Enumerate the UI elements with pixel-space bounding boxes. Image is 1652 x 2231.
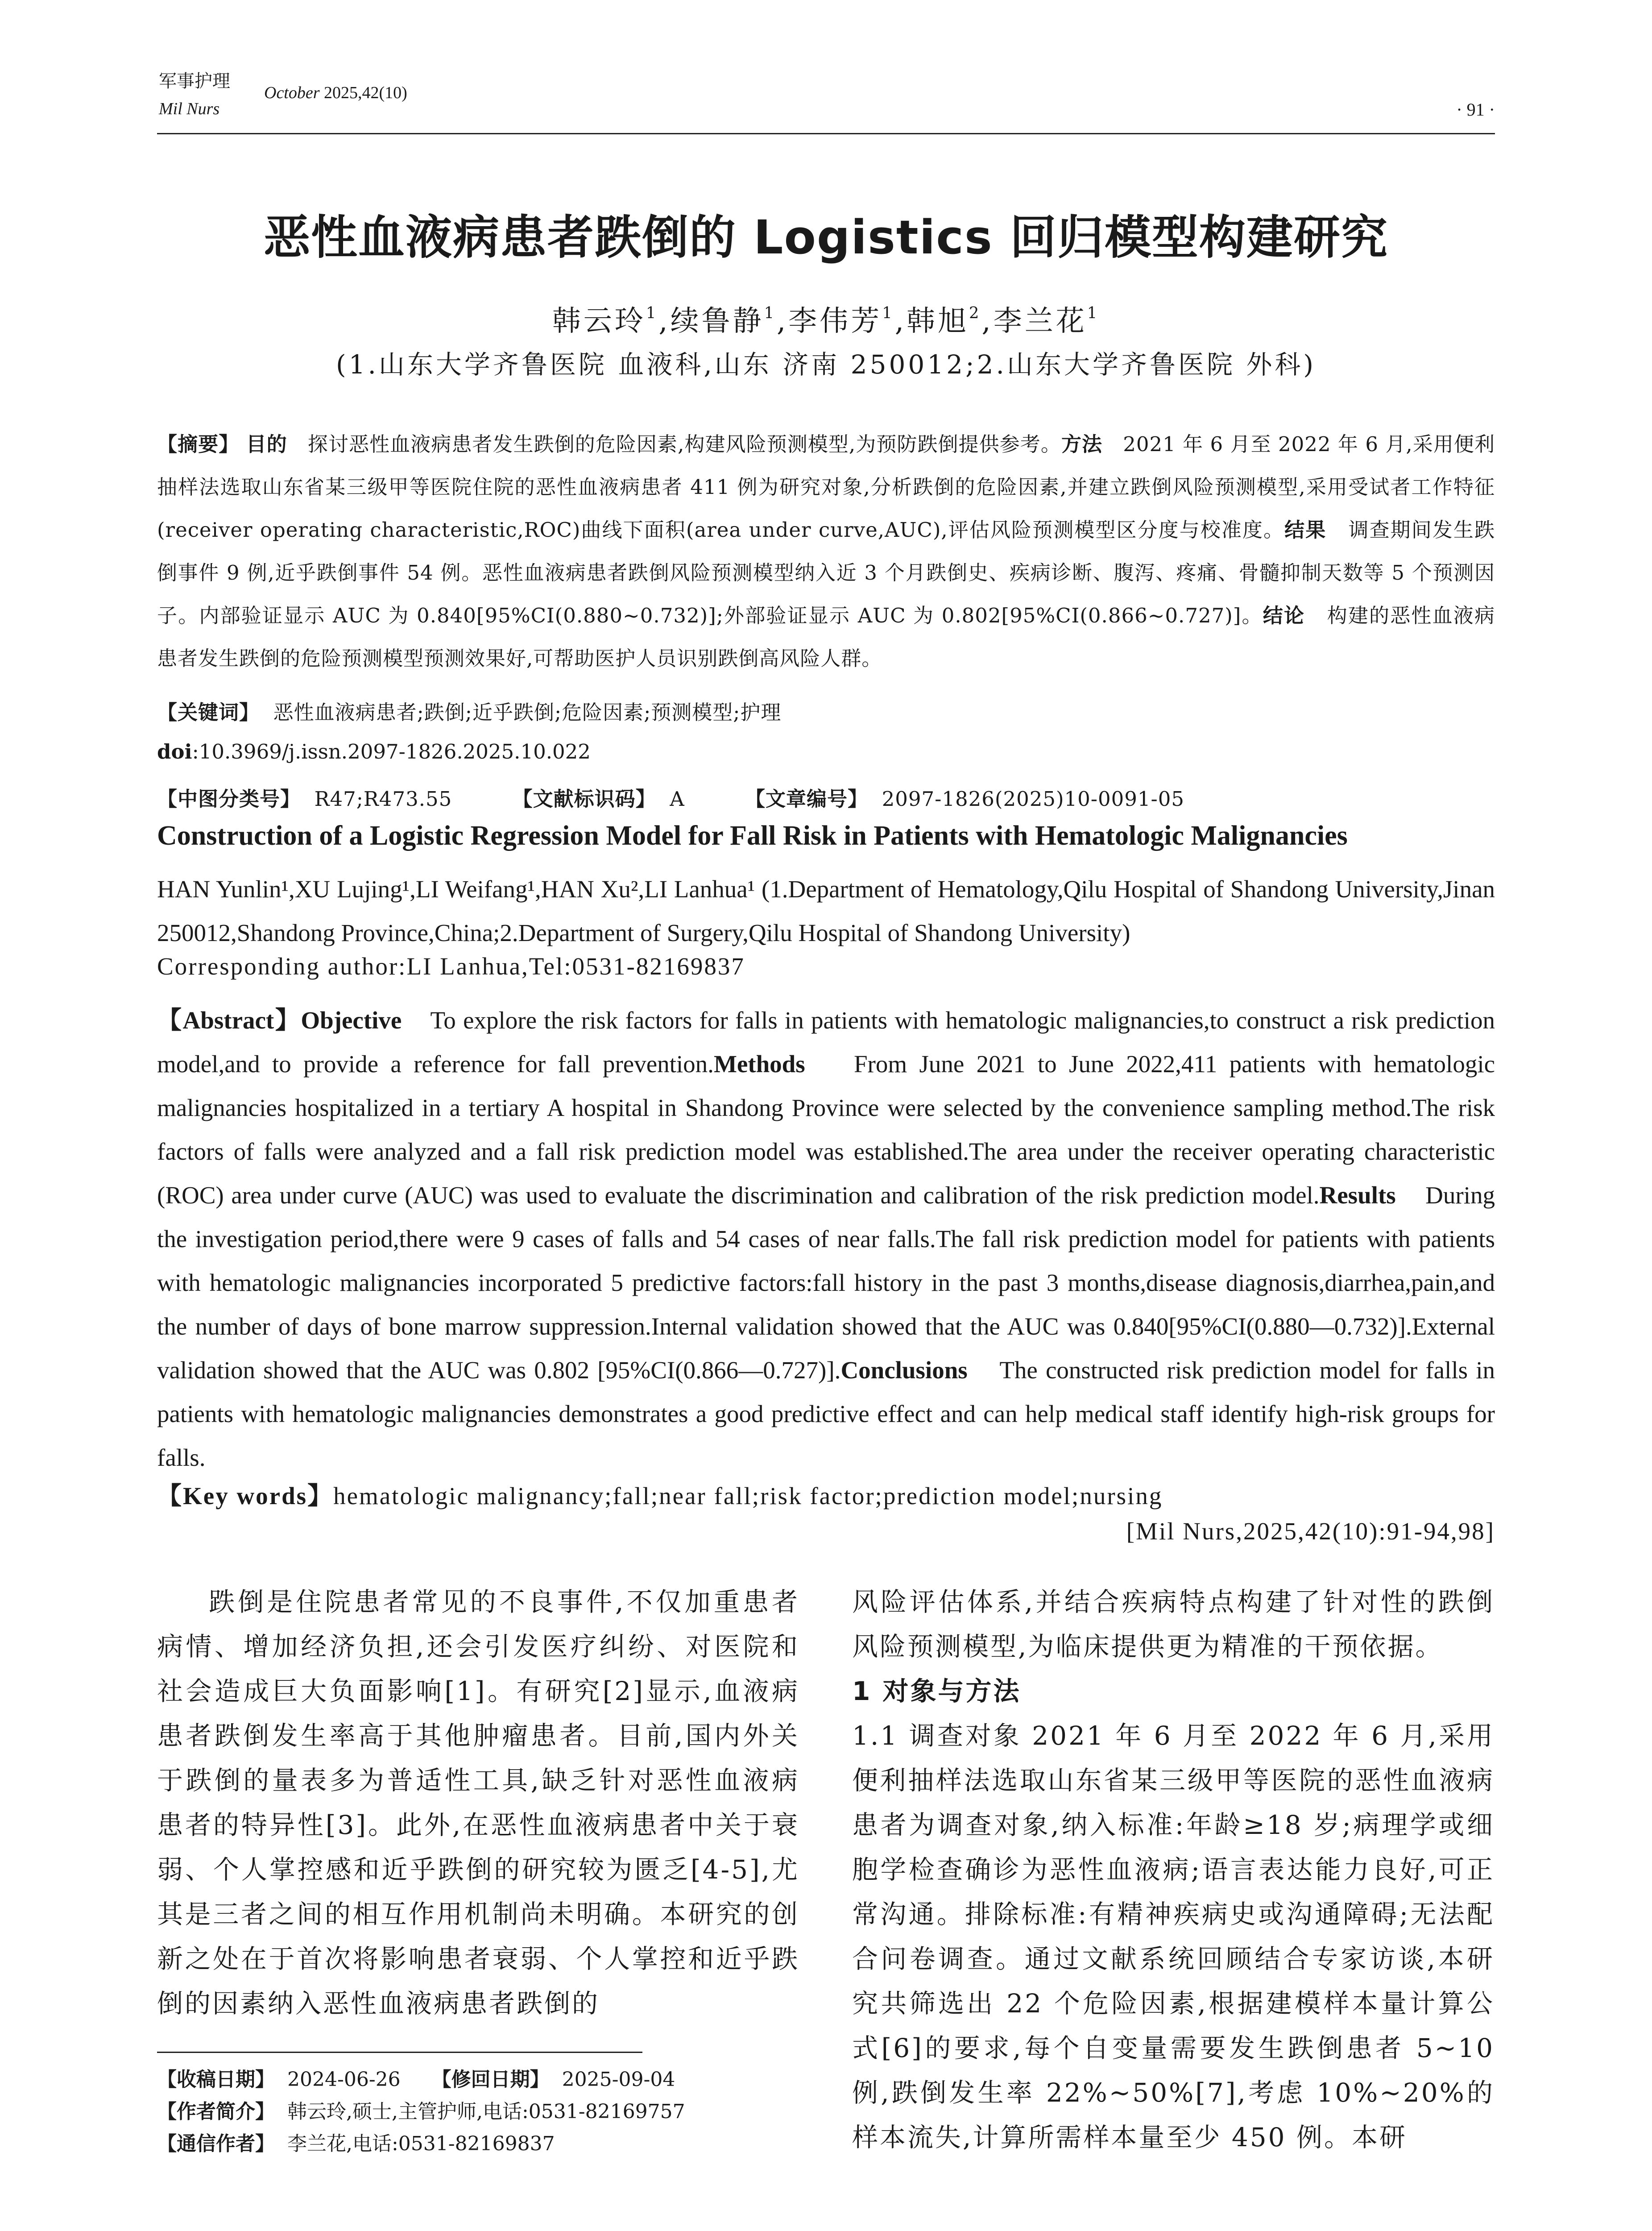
body-column-right — [852, 1580, 1495, 2160]
doi — [157, 740, 591, 763]
keywords-en-text: hematologic malignancy;fall;near fall;risk factor;prediction model;nursing — [333, 1482, 1163, 1509]
author-sup: 1 — [646, 303, 659, 322]
conclusion-text: 构建的恶性血液病患者发生跌倒的危险预测模型预测效果好,可帮助医护人员识别跌倒高风险人群。 — [157, 604, 1495, 670]
methods-en-text: From June 2021 to June 2022,411 patients with hematologic malignancies hospitalized in a tertiary A hospital in Shandong Province were selected by the convenience sampling method.The risk factors of falls were analyzed and a fall risk prediction model was established.The area under the receiver operating characteristic (ROC) area under curve (AUC) was used to evaluate the discrimination and calibration of the risk prediction model. — [157, 1050, 1495, 1209]
clc-label: 【中图分类号】 — [157, 787, 301, 811]
results-en-text: During the investigation period,there were 9 cases of falls and 54 cases of near falls.The fall risk prediction model for patients with patients with hematologic malignancies incorporated 5 predictive factors:fall history in the past 3 months,disease diagnosis,diarrhea,pain,and the number of days of bone marrow suppression.Internal validation showed that the AUC was 0.840[95%CI(0.880—0.732)].External validation showed that the AUC was 0.802 [95%CI(0.866—0.727)]. — [157, 1182, 1495, 1384]
section-heading: 1 对象与方法 — [852, 1676, 1021, 1706]
issue-info — [264, 83, 407, 103]
author-name: 李伟芳 — [788, 305, 882, 338]
author-name: 续鲁静 — [670, 305, 764, 338]
doc-code-label: 【文献标识码】 — [512, 787, 656, 811]
author-list: 韩云玲$^1$,续鲁静$^1$,李伟芳$^1$,韩旭$^2$,李兰花$^1$ — [552, 303, 1100, 338]
abstract-cn-label: 【摘要】 — [157, 432, 240, 456]
affiliation: (1.山东大学齐鲁医院 血液科,山东 济南 250012;2.山东大学齐鲁医院 外科) — [335, 349, 1317, 380]
received-label: 【收稿日期】 — [157, 2068, 275, 2091]
author-name: 李兰花 — [993, 305, 1087, 338]
keywords-cn-label: 【关键词】 — [157, 701, 260, 724]
english-affiliation: (1.Department of Hematology,Qilu Hospital of Shandong University,Jinan 250012,Shandong Province,China;2.Department of Surgery,Qilu Hospital of Shandong University) — [157, 875, 1495, 946]
methods-en-label: Methods — [713, 1050, 805, 1078]
abstract-en — [157, 999, 1495, 1480]
footnote-author — [157, 2097, 685, 2127]
author-intro: 韩云玲,硕士,主管护师,电话:0531-82169757 — [287, 2100, 685, 2123]
page-number: · 91 · — [1456, 100, 1495, 120]
author-sup: 1 — [1087, 303, 1100, 322]
author-name: 韩云玲 — [552, 305, 646, 338]
conclusions-en-text: The constructed risk prediction model for falls in patients with hematologic malignancies demonstrates a good predictive effect and can help medical staff identify high-risk groups for falls. — [157, 1356, 1495, 1471]
objective-text: 探讨恶性血液病患者发生跌倒的危险因素,构建风险预测模型,为预防跌倒提供参考。 — [307, 432, 1061, 456]
footnote-rule — [157, 2052, 642, 2053]
body-paragraph: 1.1 调查对象 2021 年 6 月至 2022 年 6 月,采用便利抽样法选取山东省某三级甲等医院的恶性血液病患者为调查对象,纳入标准:年龄≥18 岁;病理学或细胞学检查确诊为恶性血液病;语言表达能力良好,可正常沟通。排除标准:有精神疾病史或沟通障碍;无法配合问卷调查。通过文献系统回顾结合专家访谈,本研究共筛选出 22 个危险因素,根据建模样本量计算公式[6]的要求,每个自变量需要发生跌倒患者 5~10 例,跌倒发生率 22%~50%[7],考虑 10%~20%的样本流失,计算所需样本量至少 450 例。本研 — [852, 1721, 1495, 2152]
english-title: Construction of a Logistic Regression Model for Fall Risk in Patients with Hematologic Malignancies — [157, 821, 1348, 851]
article-no-value: 2097-1826(2025)10-0091-05 — [882, 787, 1184, 811]
keywords-en — [157, 1476, 1163, 1511]
article-no-label: 【文章编号】 — [745, 787, 869, 811]
header-rule — [157, 133, 1495, 134]
author-name: 韩旭 — [907, 305, 969, 338]
author-sup: 1 — [882, 303, 895, 322]
corr-label: 【通信作者】 — [157, 2132, 275, 2155]
methods-label: 方法 — [1061, 432, 1103, 456]
objective-label: 目的 — [246, 432, 287, 456]
article-title: 恶性血液病患者跌倒的 Logistics 回归模型构建研究 — [263, 210, 1389, 265]
doi-value: :10.3969/j.issn.2097-1826.2025.10.022 — [192, 740, 591, 763]
conclusions-en-label: Conclusions — [840, 1356, 968, 1384]
body-column-left — [157, 1580, 799, 2026]
english-author-names: HAN Yunlin¹,XU Lujing¹,LI Weifang¹,HAN Xu²,LI Lanhua¹ — [157, 875, 755, 903]
author-sup: 1 — [764, 303, 777, 322]
keywords-en-label: 【Key words】 — [157, 1482, 334, 1509]
keywords-cn-text: 恶性血液病患者;跌倒;近乎跌倒;危险因素;预测模型;护理 — [273, 701, 782, 724]
revised-label: 【修回日期】 — [431, 2068, 550, 2091]
classification-line — [157, 783, 1495, 812]
conclusion-label: 结论 — [1263, 604, 1305, 627]
author-intro-label: 【作者简介】 — [157, 2100, 275, 2123]
corresponding-author: Corresponding author:LI Lanhua,Tel:0531-82169837 — [157, 953, 745, 980]
doi-label: doi — [157, 740, 192, 763]
received-date: 2024-06-26 — [287, 2068, 401, 2091]
doc-code-value: A — [670, 787, 685, 811]
objective-en-label: Objective — [301, 1007, 402, 1034]
results-label: 结果 — [1284, 518, 1327, 542]
results-en-label: Results — [1319, 1182, 1396, 1209]
journal-name-en: Mil Nurs — [159, 100, 220, 118]
revised-date: 2025-09-04 — [562, 2068, 675, 2091]
abstract-cn — [157, 423, 1495, 680]
footnote-corresponding — [157, 2129, 555, 2159]
clc-value: R47;R473.55 — [314, 787, 452, 811]
body-paragraph: 跌倒是住院患者常见的不良事件,不仅加重患者病情、增加经济负担,还会引发医疗纠纷、对医院和社会造成巨大负面影响[1]。有研究[2]显示,血液病患者跌倒发生率高于其他肿瘤患者。目前,国内外关于跌倒的量表多为普适性工具,缺乏针对恶性血液病患者的特异性[3]。此外,在恶性血液病患者中关于衰弱、个人掌控感和近乎跌倒的研究较为匮乏[4-5],尤其是三者之间的相互作用机制尚未明确。本研究的创新之处在于首次将影响患者衰弱、个人掌控和近乎跌倒的因素纳入恶性血液病患者跌倒的 — [157, 1587, 799, 2019]
corr-info: 李兰花,电话:0531-82169837 — [287, 2132, 555, 2155]
english-authors — [157, 867, 1495, 955]
footnote-dates — [157, 2065, 675, 2094]
objective-en-text: To explore the risk factors for falls in patients with hematologic malignancies,to construct a risk prediction model,and to provide a reference for fall prevention. — [157, 1007, 1495, 1078]
issue-number: 2025,42(10) — [324, 83, 407, 102]
body-paragraph: 风险评估体系,并结合疾病特点构建了针对性的跌倒风险预测模型,为临床提供更为精准的干预依据。 — [852, 1587, 1495, 1662]
journal-name-cn: 军事护理 — [159, 71, 230, 91]
author-sup: 2 — [969, 303, 982, 322]
keywords-cn — [157, 696, 1495, 725]
issue-month: October — [264, 83, 320, 102]
citation: [Mil Nurs,2025,42(10):91-94,98] — [1126, 1518, 1495, 1545]
abstract-en-label: 【Abstract】 — [157, 1007, 301, 1034]
methods-text: 2021 年 6 月至 2022 年 6 月,采用便利抽样法选取山东省某三级甲等医院住院的恶性血液病患者 411 例为研究对象,分析跌倒的危险因素,并建立跌倒风险预测模型,采用受试者工作特征(receiver operating characteristic,ROC)曲线下面积(area under curve,AUC),评估风险预测模型区分度与校准度。 — [157, 432, 1495, 542]
results-text: 调查期间发生跌倒事件 9 例,近乎跌倒事件 54 例。恶性血液病患者跌倒风险预测模型纳入近 3 个月跌倒史、疾病诊断、腹泻、疼痛、骨髓抑制天数等 5 个预测因子。内部验证显示 AUC 为 0.840[95%CI(0.880~0.732)];外部验证显示 AUC 为 0.802[95%CI(0.866~0.727)]。 — [157, 518, 1495, 627]
